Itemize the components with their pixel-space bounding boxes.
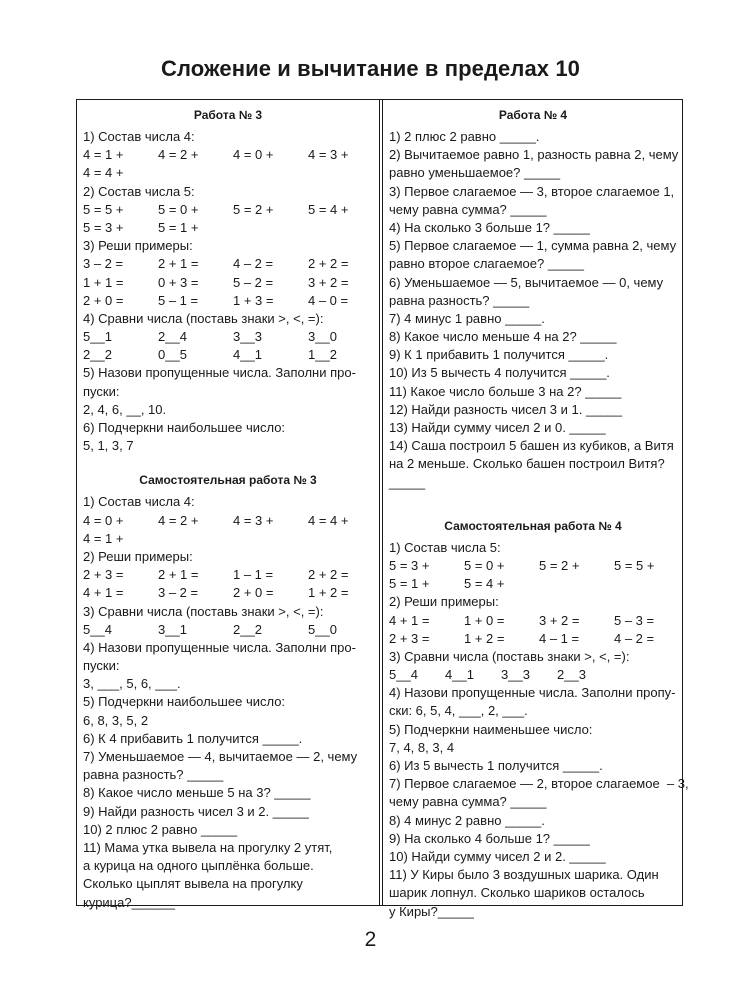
equation-row [389, 630, 677, 648]
task-text: 10) 2 плюс 2 равно _____ [83, 821, 238, 837]
task-text: 8) 4 минус 2 равно _____. [389, 812, 545, 828]
equation-row [83, 566, 373, 584]
comparison: 5__4 [389, 667, 418, 683]
equation: 3 + 2 = [308, 274, 349, 290]
equation: 4 = 0 + [83, 512, 124, 528]
comparison: 3__3 [233, 329, 262, 345]
equation: 4 – 2 = [614, 630, 655, 646]
task-text: 5) Подчеркни наименьшее число: [389, 721, 593, 737]
equation-row [83, 512, 373, 530]
task-text: курица?______ [83, 894, 175, 910]
equation: 2 + 0 = [233, 585, 274, 601]
equation: 2 + 0 = [83, 292, 124, 308]
task-text: 4) Назови пропущенные числа. Заполни про- [83, 639, 356, 655]
equation-row [389, 557, 677, 575]
task-text: 10) Найди сумму чисел 2 и 2. _____ [389, 848, 606, 864]
equation-row [83, 219, 373, 237]
number-sequence: 3, ___, 5, 6, ___. [83, 676, 181, 692]
task-text: 10) Из 5 вычесть 4 получится _____. [389, 365, 610, 381]
task-text: равна разность? _____ [389, 292, 530, 308]
equation: 1 + 3 = [233, 292, 274, 308]
task-text: 5) Подчеркни наибольшее число: [83, 694, 286, 710]
equation-row [83, 201, 373, 219]
comparison: 4__1 [233, 347, 262, 363]
equation: 5 = 4 + [308, 201, 349, 217]
column-divider [379, 100, 380, 905]
number-sequence: ски: 6, 5, 4, ___, 2, ___. [389, 703, 528, 719]
equation: 4 – 1 = [539, 630, 580, 646]
task-text: 7) Первое слагаемое — 2, второе слагаемое – 3, [389, 776, 689, 792]
equation-row [389, 575, 677, 593]
equation: 5 – 1 = [158, 292, 199, 308]
task-text: Сколько цыплят вывела на прогулку [83, 876, 303, 892]
comparison-row [83, 346, 373, 364]
task-text: 14) Саша построил 5 башен из кубиков, а Витя [389, 438, 674, 454]
task-text: 6) Из 5 вычесть 1 получится _____. [389, 758, 603, 773]
task-text: 2) Вычитаемое равно 1, разность равна 2, чему [389, 147, 679, 163]
equation: 4 = 1 + [83, 530, 124, 546]
comparison-row [389, 666, 677, 684]
number-list: 6, 8, 3, 5, 2 [83, 712, 149, 728]
comparison: 2__2 [83, 347, 112, 363]
equation: 2 + 1 = [158, 567, 199, 583]
equation: 3 – 2 = [158, 585, 199, 601]
equation: 5 = 3 + [83, 219, 124, 235]
task-text: равно второе слагаемое? _____ [389, 256, 584, 272]
number-list: 5, 1, 3, 7 [83, 438, 134, 454]
task-text: 6) К 4 прибавить 1 получится _____. [83, 730, 303, 746]
task-text: 1) 2 плюс 2 равно _____. [389, 129, 540, 144]
equation: 5 – 2 = [233, 274, 274, 290]
equation: 4 – 2 = [233, 256, 274, 272]
equation: 5 = 1 + [158, 219, 199, 235]
comparison: 2__4 [158, 329, 187, 345]
task-text: 3) Сравни числа (поставь знаки >, <, =): [83, 603, 324, 619]
equation: 1 + 1 = [83, 274, 124, 290]
equation-row [83, 274, 373, 292]
left-column [83, 100, 373, 912]
equation: 3 + 2 = [539, 612, 580, 628]
task-text: 1) Состав числа 5: [389, 539, 501, 555]
equation: 5 – 3 = [614, 612, 655, 628]
task-text: 9) Найди разность чисел 3 и 2. _____ [83, 803, 309, 819]
task-text: 5) Первое слагаемое — 1, сумма равна 2, чему [389, 238, 677, 254]
task-text: 13) Найди сумму чисел 2 и 0. _____ [389, 420, 606, 435]
equation: 4 = 3 + [308, 147, 349, 163]
task-text: шарик лопнул. Сколько шариков осталось [389, 885, 645, 901]
equation: 4 = 3 + [233, 512, 274, 528]
comparison: 5__4 [83, 621, 112, 637]
comparison: 3__0 [308, 329, 337, 345]
page-number: 2 [364, 928, 377, 951]
equation: 5 = 3 + [389, 557, 430, 573]
task-text: 5) Назови пропущенные числа. Заполни про- [83, 365, 356, 381]
number-list: 7, 4, 8, 3, 4 [389, 739, 455, 755]
task-text: 7) Уменьшаемое — 4, вычитаемое — 2, чему [83, 749, 358, 764]
task-text: 9) К 1 прибавить 1 получится _____. [389, 347, 609, 363]
equation: 4 = 0 + [233, 147, 274, 163]
equation-row [83, 146, 373, 164]
right-column [389, 100, 689, 921]
task-text: 1) Состав числа 4: [83, 129, 195, 144]
task-text: 11) Мама утка вывела на прогулку 2 утят, [83, 839, 333, 855]
equation: 1 + 0 = [464, 612, 505, 628]
task-text: 3) Первое слагаемое — 3, второе слагаемое 1, [389, 183, 675, 199]
comparison: 2__3 [557, 667, 586, 683]
task-text: 11) Какое число больше 3 на 2? _____ [389, 383, 622, 399]
comparison: 2__2 [233, 621, 262, 637]
task-text: равна разность? _____ [83, 767, 224, 783]
task-text: 3) Сравни числа (поставь знаки >, <, =): [389, 648, 630, 664]
task-text: 8) Какое число меньше 5 на 3? _____ [83, 785, 311, 801]
task-text: 4) Сравни числа (поставь знаки >, <, =): [83, 310, 324, 326]
comparison: 1__2 [308, 347, 337, 363]
equation: 4 = 4 + [83, 165, 124, 181]
comparison: 5__1 [83, 329, 112, 345]
task-text: 6) Подчеркни наибольшее число: [83, 420, 286, 435]
task-text: 4) На сколько 3 больше 1? _____ [389, 219, 590, 235]
answer-blank: _____ [389, 474, 426, 490]
equation: 5 = 5 + [83, 201, 124, 217]
task-text: 8) Какое число меньше 4 на 2? _____ [389, 329, 617, 345]
equation: 4 = 1 + [83, 147, 124, 163]
comparison-row [83, 621, 373, 639]
section-title-work-3: Работа № 3 [193, 108, 263, 122]
equation: 5 = 0 + [464, 557, 505, 573]
page-title: Сложение и вычитание в пределах 10 [160, 56, 581, 81]
equation-row [83, 584, 373, 602]
equation: 5 = 2 + [539, 557, 580, 573]
equation: 1 + 2 = [308, 585, 349, 601]
equation-row [83, 292, 373, 310]
section-title-independent-work-3: Самостоятельная работа № 3 [139, 473, 317, 488]
equation: 4 – 0 = [308, 292, 349, 308]
equation: 4 = 4 + [308, 512, 349, 528]
task-text: 2) Реши примеры: [389, 594, 499, 610]
section-title-work-4: Работа № 4 [498, 108, 568, 122]
comparison-row [83, 328, 373, 346]
comparison: 3__1 [158, 621, 187, 637]
task-text: 1) Состав числа 4: [83, 494, 195, 510]
comparison: 0__5 [158, 347, 187, 363]
task-text: 2) Состав числа 5: [83, 183, 195, 199]
equation: 2 + 1 = [158, 256, 199, 272]
equation: 1 + 2 = [464, 630, 505, 646]
equation: 2 + 3 = [389, 630, 430, 646]
task-text: 11) У Киры было 3 воздушных шарика. Один [389, 867, 659, 883]
equation: 1 – 1 = [233, 567, 274, 583]
task-text: 9) На сколько 4 больше 1? _____ [389, 830, 590, 846]
task-text: 2) Реши примеры: [83, 548, 193, 564]
worksheet-frame [76, 99, 689, 919]
equation: 4 = 2 + [158, 512, 199, 528]
task-text: 4) Назови пропущенные числа. Заполни пропу- [389, 685, 676, 701]
task-text: 6) Уменьшаемое — 5, вычитаемое — 0, чему [389, 274, 664, 290]
task-text: а курица на одного цыплёнка больше. [83, 858, 314, 874]
equation: 5 = 0 + [158, 201, 199, 217]
comparison: 3__3 [501, 667, 530, 683]
task-text: пуски: [83, 383, 120, 399]
equation: 2 + 2 = [308, 567, 349, 583]
task-text: 7) 4 минус 1 равно _____. [389, 310, 545, 326]
equation: 5 = 5 + [614, 557, 655, 573]
task-text: 12) Найди разность чисел 3 и 1. _____ [389, 401, 623, 417]
comparison: 4__1 [445, 667, 474, 683]
equation: 5 = 4 + [464, 576, 505, 592]
equation: 4 = 2 + [158, 147, 199, 163]
task-text: чему равна сумма? _____ [389, 201, 547, 217]
task-text: пуски: [83, 658, 120, 674]
section-title-independent-work-4: Самостоятельная работа № 4 [444, 518, 622, 533]
comparison: 5__0 [308, 621, 337, 637]
equation: 2 + 2 = [308, 256, 349, 272]
equation: 5 = 1 + [389, 576, 430, 592]
equation: 3 – 2 = [83, 256, 124, 272]
equation: 0 + 3 = [158, 274, 199, 290]
task-text: у Киры?_____ [389, 903, 474, 919]
equation-row [389, 612, 677, 630]
equation: 2 + 3 = [83, 567, 124, 583]
number-sequence: 2, 4, 6, __, 10. [83, 401, 167, 417]
equation: 4 + 1 = [389, 612, 430, 628]
task-text: равно уменьшаемое? _____ [389, 165, 561, 181]
task-text: на 2 меньше. Сколько башен построил Витя? [389, 456, 665, 472]
task-text: чему равна сумма? _____ [389, 794, 547, 810]
equation: 5 = 2 + [233, 201, 274, 217]
task-text: 3) Реши примеры: [83, 238, 193, 254]
equation-row [83, 255, 373, 273]
equation: 4 + 1 = [83, 585, 124, 601]
